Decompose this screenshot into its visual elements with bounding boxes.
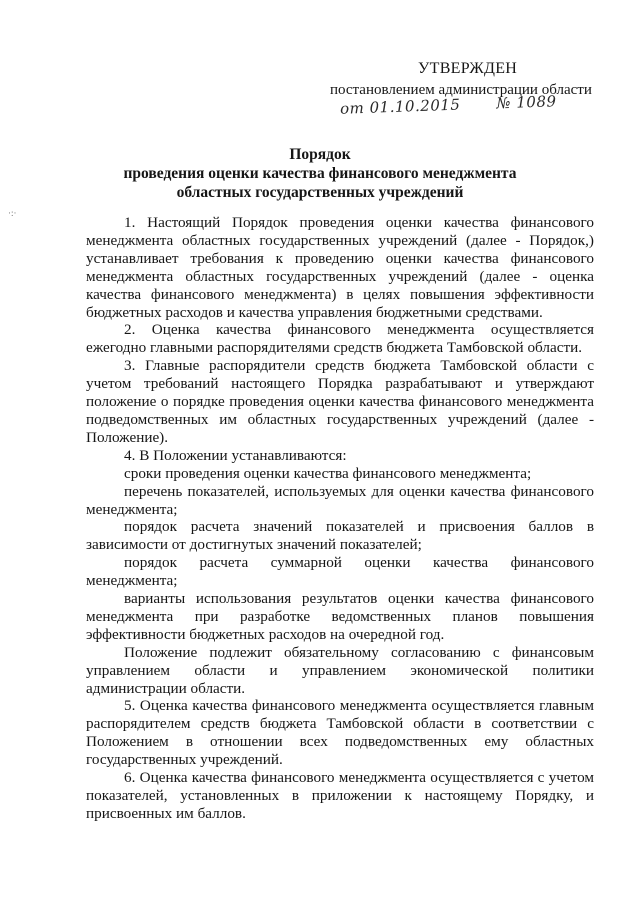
- approval-line: постановлением администрации области: [330, 82, 592, 98]
- paragraph-1: 1. Настоящий Порядок проведения оценки качества финансового менеджмента областных государственных учреждений (далее - Порядок,) устанавливает требования к проведению оценки качества финансового менеджмента областных государственных учреждений (далее - оценка качества финансового менеджмента) в целях повышения эффективности бюджетных расходов и качества управления бюджетными средствами.: [86, 214, 594, 321]
- list-item-total-score: порядок расчета суммарной оценки качества финансового менеджмента;: [86, 554, 594, 590]
- paragraph-6: 6. Оценка качества финансового менеджмента осуществляется с учетом показателей, установленных в приложении к настоящему Порядку, и присвоенных им баллов.: [86, 769, 594, 822]
- heading-line-2: проведения оценки качества финансового менеджмента: [123, 165, 517, 182]
- paragraph-approval: Положение подлежит обязательному согласованию с финансовым управлением области и управлением экономической политики администрации области.: [86, 643, 594, 697]
- document-body: [86, 214, 594, 823]
- list-item-calculation: порядок расчета значений показателей и присвоения баллов в зависимости от достигнутых значений показателей;: [86, 518, 594, 554]
- list-item-deadlines: сроки проведения оценки качества финансового менеджмента;: [124, 464, 532, 482]
- approval-title: УТВЕРЖДЕН: [418, 60, 518, 77]
- paragraph-4: 4. В Положении устанавливаются:: [124, 446, 347, 464]
- paragraph-2: 2. Оценка качества финансового менеджмента осуществляется ежегодно главными распорядителями средств бюджета Тамбовской области.: [86, 321, 594, 357]
- paragraph-5: 5. Оценка качества финансового менеджмента осуществляется главным распорядителем средств бюджета Тамбовской области в соответствии с Положением в отношении всех подведомственных ему областных государственных учреждений.: [86, 697, 594, 769]
- heading-line-1: Порядок: [289, 146, 351, 163]
- heading-line-3: областных государственных учреждений: [176, 184, 464, 201]
- document-heading: [0, 145, 640, 202]
- handwritten-date: от 01.10.2015: [339, 95, 461, 118]
- margin-mark: ·:·: [8, 208, 17, 218]
- list-item-indicators: перечень показателей, используемых для оценки качества финансового менеджмента;: [86, 482, 594, 518]
- handwritten-number: № 1089: [496, 92, 557, 113]
- paragraph-3: 3. Главные распорядители средств бюджета Тамбовской области с учетом требований настоящего Порядка разрабатывают и утверждают положение о порядке проведения оценки качества финансового менеджмента подведомственных им областных государственных учреждений (далее - Положение).: [86, 357, 594, 446]
- list-item-results-usage: варианты использования результатов оценки качества финансового менеджмента при разработке ведомственных планов повышения эффективности бюджетных расходов на очередной год.: [86, 590, 594, 643]
